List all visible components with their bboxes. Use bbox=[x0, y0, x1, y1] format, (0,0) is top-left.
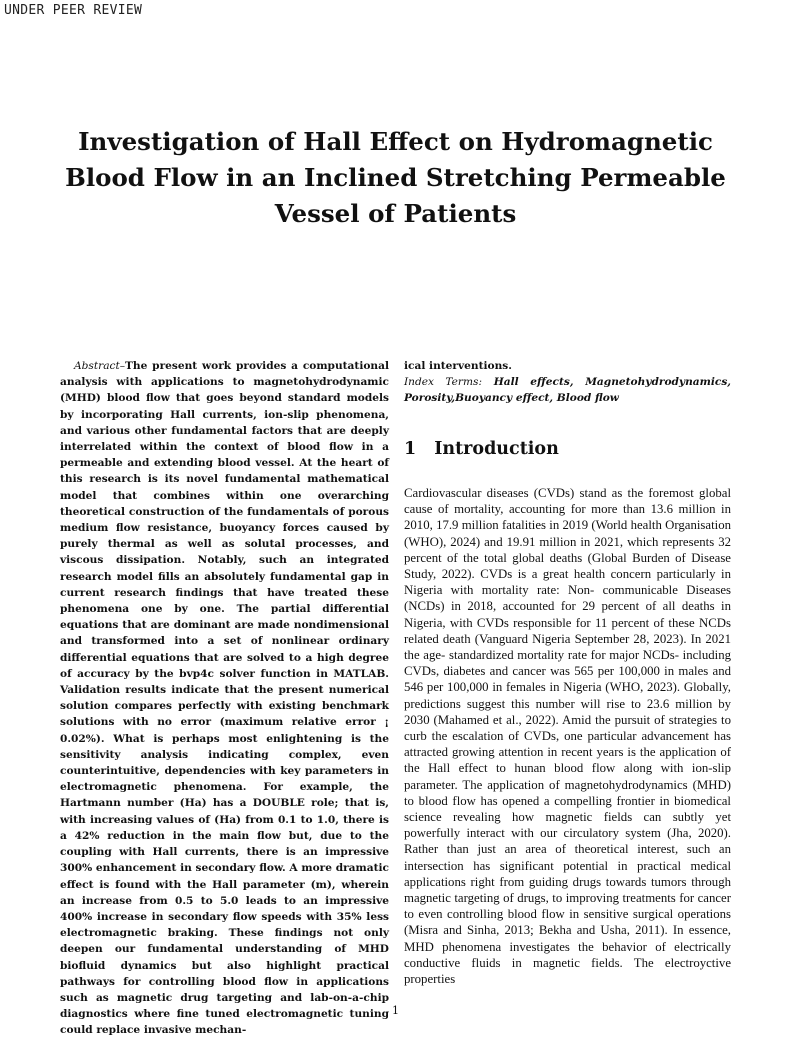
peer-review-watermark: UNDER PEER REVIEW bbox=[4, 3, 143, 18]
abstract-label: Abstract– bbox=[74, 360, 125, 372]
abstract-column bbox=[60, 358, 389, 1039]
paper-title bbox=[60, 124, 731, 232]
abstract-paragraph bbox=[60, 358, 389, 1039]
title-line: Investigation of Hall Effect on Hydromagnetic bbox=[78, 127, 713, 156]
right-column-top bbox=[404, 358, 731, 407]
section-number: 1 bbox=[404, 439, 417, 459]
section-heading bbox=[404, 439, 559, 459]
abstract-body: The present work provides a computational analysis with applications to magnetohydrodynamic (MHD) blood flow that goes beyond standard models by incorporating Hall currents, ion-slip phenomena, and various other fundamental factors that are deeply interrelated within the context of blood flow in a permeable and extending blood vessel. At the heart of this research is its novel fundamental mathematical model that combines within one overarching theoretical construction of the fundamentals of porous medium flow resistance, buoyancy forces caused by purely thermal as well as solutal processes, and viscous dissipation. Notably, such an integrated research model fills an absolutely fundamental gap in current research findings that have treated these phenomena one by one. The partial differential equations that are dominant are made nondimensional and transformed into a set of nonlinear ordinary differential equations that are solved to a high degree of accuracy by the bvp4c solver function in MATLAB. Validation results indicate that the present numerical solution compares perfectly with existing benchmark solutions with no error (maximum relative error ¡ 0.02%). What is perhaps most enlightening is the sensitivity analysis indicating complex, even counterintuitive, dependencies with key parameters in electromagnetic phenomena. For example, the Hartmann number (Ha) has a DOUBLE role; that is, with increasing values of (Ha) from 0.1 to 1.0, there is a 42% reduction in the main flow but, due to the coupling with Hall currents, there is an impressive 300% enhancement in secondary flow. A more dramatic effect is found with the Hall parameter (m), wherein an increase from 0.5 to 5.0 leads to an impressive 400% increase in secondary flow speeds with 35% less electromagnetic braking. These findings not only deepen our fundamental understanding of MHD biofluid dynamics but also highlight practical pathways for controlling blood flow in applications such as magnetic drug targeting and lab-on-a-chip diagnostics where fine tuned electromagnetic tuning could replace invasive mechan- bbox=[60, 360, 389, 1037]
abstract-continuation: ical interventions. bbox=[404, 360, 512, 372]
title-line: Blood Flow in an Inclined Stretching Permeable bbox=[65, 163, 726, 192]
index-terms-label: Index Terms: bbox=[404, 376, 483, 389]
index-terms bbox=[404, 374, 731, 406]
page-number: 1 bbox=[392, 1004, 399, 1017]
title-line: Vessel of Patients bbox=[274, 199, 517, 228]
index-terms-list: Hall effects, Magnetohydrodynamics, Porosity,Buoyancy effect, Blood flow bbox=[404, 376, 731, 405]
section-title: Introduction bbox=[434, 439, 559, 459]
introduction-paragraph: Cardiovascular diseases (CVDs) stand as the foremost global cause of mortality, accounting for more than 13.6 million in 2010, 17.9 million fatalities in 2019 (World health Organisation (WHO), 2024) and 19.91 million in 2021, which represents 32 percent of the total global deaths (Global Burden of Disease Study, 2022). CVDs is a great health concern particularly in Nigeria with mortality rate: Non- communicable Diseases (NCDs) in 2018, accounted for 29 percent of all deaths in Nigeria, with CVDs responsible for 11 percent of these NCDs related death (Vanguard Nigeria September 28, 2023). In 2021 the age- standardized mortality rate for major NCDs- including CVDs, diabetes and cancer was 565 per 100,000 in males and 546 per 100,000 in females in Nigeria (WHO, 2023). Globally, predictions suggest this number will rise to 23.6 million by 2030 (Mahamed et al., 2022). Amid the pursuit of strategies to curb the escalation of CVDs, one particular advancement has attracted growing attention in recent years is the application of the Hall effect to hunan blood flow along with ion-slip parameter. The application of magnetohydrodynamics (MHD) to blood flow has opened a compelling frontier in biomedical science revealing how magnetic fields can subtly yet powerfully interact with our circulatory system (Jha, 2020). Rather than just an area of theoretical interest, such an intersection has significant potential in practical medical applications right from guiding drugs towards tumors through magnetic targeting of drugs, to improving treatments for cancer to even controlling blood flow in sensitive surgical operations (Misra and Sinha, 2013; Bekha and Usha, 2011). In essence, MHD phenomena investigates the behavior of electrically conductive fluids in magnetic fields. The electroyctive properties bbox=[404, 486, 731, 987]
